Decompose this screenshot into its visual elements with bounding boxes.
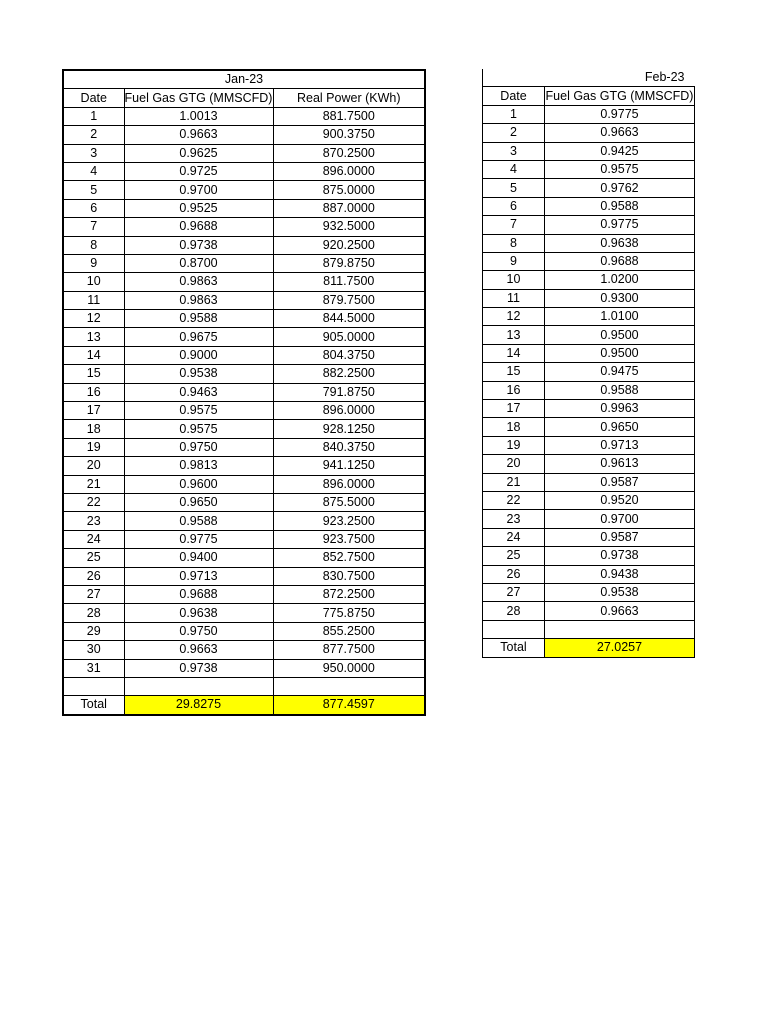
- real-power-cell: 928.1250: [273, 420, 425, 438]
- fuel-gas-cell: 0.9688: [124, 585, 273, 603]
- date-cell: 10: [63, 273, 124, 291]
- table-row: [483, 142, 695, 160]
- real-power-cell: 896.0000: [273, 475, 425, 493]
- fuel-gas-cell: 0.9863: [124, 273, 273, 291]
- real-power-cell: 932.5000: [273, 218, 425, 236]
- date-cell: 17: [483, 400, 545, 418]
- date-cell: 9: [483, 252, 545, 270]
- date-cell: 3: [63, 144, 124, 162]
- real-power-cell: 840.3750: [273, 438, 425, 456]
- total-row: [63, 696, 425, 715]
- fuel-gas-cell: 0.9638: [124, 604, 273, 622]
- table-row: [63, 310, 425, 328]
- date-cell: 6: [483, 197, 545, 215]
- table-row: [483, 271, 695, 289]
- real-power-cell: 811.7500: [273, 273, 425, 291]
- fuel-gas-cell: 0.9738: [124, 236, 273, 254]
- table-row: [63, 659, 425, 677]
- fuel-gas-cell: 1.0013: [124, 107, 273, 125]
- date-cell: 21: [63, 475, 124, 493]
- fuel-gas-cell: 0.9638: [545, 234, 695, 252]
- date-cell: 16: [63, 383, 124, 401]
- table-row: [483, 602, 695, 620]
- date-cell: 22: [483, 491, 545, 509]
- real-power-cell: 875.5000: [273, 493, 425, 511]
- table-row: [63, 107, 425, 125]
- total-real-power: 877.4597: [273, 696, 425, 715]
- table-row: [483, 179, 695, 197]
- table-row: [483, 510, 695, 528]
- date-cell: 26: [483, 565, 545, 583]
- date-cell: 24: [483, 528, 545, 546]
- date-cell: 11: [483, 289, 545, 307]
- table-row: [483, 491, 695, 509]
- real-power-cell: 830.7500: [273, 567, 425, 585]
- table-row: [63, 457, 425, 475]
- table-row: [63, 585, 425, 603]
- table-row: [483, 418, 695, 436]
- table-row: [63, 420, 425, 438]
- table-row: [483, 160, 695, 178]
- table-row: [63, 383, 425, 401]
- date-cell: 18: [63, 420, 124, 438]
- fuel-gas-cell: 0.9613: [545, 455, 695, 473]
- real-power-cell: 900.3750: [273, 126, 425, 144]
- table-row: [483, 252, 695, 270]
- fuel-gas-cell: 0.9525: [124, 199, 273, 217]
- jan-header-power: Real Power (KWh): [273, 89, 425, 107]
- table-row: [63, 291, 425, 309]
- table-row: [63, 641, 425, 659]
- table-row: [63, 126, 425, 144]
- table-row: [63, 604, 425, 622]
- fuel-gas-cell: 0.9538: [124, 365, 273, 383]
- fuel-gas-cell: 0.9750: [124, 438, 273, 456]
- date-cell: 13: [483, 326, 545, 344]
- date-cell: 23: [63, 512, 124, 530]
- date-cell: 14: [483, 344, 545, 362]
- date-cell: 21: [483, 473, 545, 491]
- feb-header-fuel: Fuel Gas GTG (MMSCFD): [545, 87, 695, 105]
- table-row: [483, 289, 695, 307]
- date-cell: 25: [63, 549, 124, 567]
- table-row: [63, 236, 425, 254]
- fuel-gas-cell: 0.9425: [545, 142, 695, 160]
- table-row: [63, 475, 425, 493]
- date-cell: 18: [483, 418, 545, 436]
- table-row: [483, 528, 695, 546]
- fuel-gas-cell: 0.9587: [545, 528, 695, 546]
- real-power-cell: 887.0000: [273, 199, 425, 217]
- table-row: [483, 381, 695, 399]
- table-row: [483, 308, 695, 326]
- date-cell: 7: [483, 216, 545, 234]
- fuel-gas-cell: 0.9500: [545, 344, 695, 362]
- table-row: [63, 181, 425, 199]
- table-row: [483, 547, 695, 565]
- total-fuel-gas: 29.8275: [124, 696, 273, 715]
- real-power-cell: 879.8750: [273, 254, 425, 272]
- fuel-gas-cell: 1.0200: [545, 271, 695, 289]
- date-cell: 17: [63, 402, 124, 420]
- fuel-gas-cell: 0.9600: [124, 475, 273, 493]
- fuel-gas-cell: 0.9650: [545, 418, 695, 436]
- fuel-gas-cell: 0.9700: [124, 181, 273, 199]
- table-row: [483, 216, 695, 234]
- fuel-gas-cell: 0.9700: [545, 510, 695, 528]
- date-cell: 19: [63, 438, 124, 456]
- table-row: [63, 144, 425, 162]
- total-fuel-gas: 27.0257: [545, 639, 695, 657]
- real-power-cell: 855.2500: [273, 622, 425, 640]
- date-cell: 4: [63, 162, 124, 180]
- date-cell: 31: [63, 659, 124, 677]
- fuel-gas-cell: 0.8700: [124, 254, 273, 272]
- table-row: [483, 400, 695, 418]
- feb-23-table: [482, 69, 695, 658]
- jan-23-table: [62, 69, 426, 716]
- date-cell: 25: [483, 547, 545, 565]
- blank-row: [483, 620, 695, 638]
- date-cell: 28: [483, 602, 545, 620]
- date-cell: 20: [63, 457, 124, 475]
- real-power-cell: 852.7500: [273, 549, 425, 567]
- table-row: [63, 346, 425, 364]
- real-power-cell: 791.8750: [273, 383, 425, 401]
- table-row: [63, 254, 425, 272]
- total-label: Total: [63, 696, 124, 715]
- fuel-gas-cell: 0.9538: [545, 583, 695, 601]
- table-row: [63, 530, 425, 548]
- real-power-cell: 870.2500: [273, 144, 425, 162]
- real-power-cell: 923.2500: [273, 512, 425, 530]
- fuel-gas-cell: 0.9688: [545, 252, 695, 270]
- date-cell: 12: [483, 308, 545, 326]
- fuel-gas-cell: 0.9520: [545, 491, 695, 509]
- fuel-gas-cell: 0.9813: [124, 457, 273, 475]
- date-cell: 15: [63, 365, 124, 383]
- table-row: [63, 273, 425, 291]
- table-row: [63, 512, 425, 530]
- fuel-gas-cell: 0.9588: [545, 381, 695, 399]
- date-cell: 4: [483, 160, 545, 178]
- real-power-cell: 941.1250: [273, 457, 425, 475]
- fuel-gas-cell: 0.9713: [124, 567, 273, 585]
- real-power-cell: 879.7500: [273, 291, 425, 309]
- table-row: [63, 328, 425, 346]
- fuel-gas-cell: 0.9650: [124, 493, 273, 511]
- date-cell: 10: [483, 271, 545, 289]
- fuel-gas-cell: 0.9663: [545, 124, 695, 142]
- real-power-cell: 844.5000: [273, 310, 425, 328]
- real-power-cell: 896.0000: [273, 162, 425, 180]
- real-power-cell: 882.2500: [273, 365, 425, 383]
- real-power-cell: 872.2500: [273, 585, 425, 603]
- date-cell: 19: [483, 436, 545, 454]
- table-row: [483, 455, 695, 473]
- feb-header-row: [483, 87, 695, 105]
- fuel-gas-cell: 0.9750: [124, 622, 273, 640]
- table-row: [63, 162, 425, 180]
- real-power-cell: 881.7500: [273, 107, 425, 125]
- fuel-gas-cell: 0.9300: [545, 289, 695, 307]
- total-label: Total: [483, 639, 545, 657]
- fuel-gas-cell: 0.9762: [545, 179, 695, 197]
- fuel-gas-cell: 0.9775: [545, 216, 695, 234]
- fuel-gas-cell: 0.9688: [124, 218, 273, 236]
- table-row: [483, 234, 695, 252]
- jan-header-row: [63, 89, 425, 107]
- date-cell: 11: [63, 291, 124, 309]
- fuel-gas-cell: 0.9400: [124, 549, 273, 567]
- date-cell: 1: [63, 107, 124, 125]
- date-cell: 28: [63, 604, 124, 622]
- table-row: [483, 583, 695, 601]
- real-power-cell: 896.0000: [273, 402, 425, 420]
- fuel-gas-cell: 0.9775: [545, 105, 695, 123]
- fuel-gas-cell: 0.9438: [545, 565, 695, 583]
- real-power-cell: 923.7500: [273, 530, 425, 548]
- date-cell: 15: [483, 363, 545, 381]
- table-row: [483, 436, 695, 454]
- fuel-gas-cell: 1.0100: [545, 308, 695, 326]
- fuel-gas-cell: 0.9675: [124, 328, 273, 346]
- real-power-cell: 920.2500: [273, 236, 425, 254]
- table-row: [483, 197, 695, 215]
- feb-table-title: Feb-23: [644, 70, 685, 85]
- date-cell: 14: [63, 346, 124, 364]
- fuel-gas-cell: 0.9587: [545, 473, 695, 491]
- table-row: [63, 622, 425, 640]
- date-cell: 6: [63, 199, 124, 217]
- fuel-gas-cell: 0.9575: [124, 420, 273, 438]
- table-row: [483, 105, 695, 123]
- date-cell: 26: [63, 567, 124, 585]
- date-cell: 12: [63, 310, 124, 328]
- fuel-gas-cell: 0.9588: [545, 197, 695, 215]
- table-row: [483, 124, 695, 142]
- jan-header-fuel: Fuel Gas GTG (MMSCFD): [124, 89, 273, 107]
- fuel-gas-cell: 0.9575: [124, 402, 273, 420]
- fuel-gas-cell: 0.9738: [545, 547, 695, 565]
- date-cell: 8: [483, 234, 545, 252]
- date-cell: 20: [483, 455, 545, 473]
- table-row: [483, 363, 695, 381]
- date-cell: 5: [63, 181, 124, 199]
- fuel-gas-cell: 0.9625: [124, 144, 273, 162]
- real-power-cell: 950.0000: [273, 659, 425, 677]
- date-cell: 1: [483, 105, 545, 123]
- fuel-gas-cell: 0.9000: [124, 346, 273, 364]
- fuel-gas-cell: 0.9663: [124, 126, 273, 144]
- table-row: [63, 567, 425, 585]
- table-row: [63, 549, 425, 567]
- fuel-gas-cell: 0.9500: [545, 326, 695, 344]
- date-cell: 5: [483, 179, 545, 197]
- fuel-gas-cell: 0.9963: [545, 400, 695, 418]
- jan-title-row: [63, 70, 425, 89]
- fuel-gas-cell: 0.9738: [124, 659, 273, 677]
- real-power-cell: 775.8750: [273, 604, 425, 622]
- fuel-gas-cell: 0.9663: [124, 641, 273, 659]
- fuel-gas-cell: 0.9463: [124, 383, 273, 401]
- date-cell: 13: [63, 328, 124, 346]
- table-row: [63, 493, 425, 511]
- fuel-gas-cell: 0.9863: [124, 291, 273, 309]
- date-cell: 8: [63, 236, 124, 254]
- table-row: [63, 365, 425, 383]
- table-row: [483, 344, 695, 362]
- date-cell: 29: [63, 622, 124, 640]
- real-power-cell: 905.0000: [273, 328, 425, 346]
- fuel-gas-cell: 0.9575: [545, 160, 695, 178]
- jan-header-date: Date: [63, 89, 124, 107]
- fuel-gas-cell: 0.9588: [124, 310, 273, 328]
- date-cell: 23: [483, 510, 545, 528]
- fuel-gas-cell: 0.9475: [545, 363, 695, 381]
- jan-table-title: Jan-23: [63, 70, 425, 89]
- fuel-gas-cell: 0.9713: [545, 436, 695, 454]
- date-cell: 7: [63, 218, 124, 236]
- date-cell: 2: [483, 124, 545, 142]
- date-cell: 16: [483, 381, 545, 399]
- real-power-cell: 804.3750: [273, 346, 425, 364]
- date-cell: 9: [63, 254, 124, 272]
- fuel-gas-cell: 0.9663: [545, 602, 695, 620]
- table-row: [483, 565, 695, 583]
- date-cell: 22: [63, 493, 124, 511]
- feb-title-row: [483, 69, 695, 87]
- fuel-gas-cell: 0.9775: [124, 530, 273, 548]
- table-row: [63, 402, 425, 420]
- feb-header-date: Date: [483, 87, 545, 105]
- total-row: [483, 639, 695, 657]
- table-row: [63, 218, 425, 236]
- real-power-cell: 877.7500: [273, 641, 425, 659]
- date-cell: 27: [63, 585, 124, 603]
- date-cell: 2: [63, 126, 124, 144]
- date-cell: 30: [63, 641, 124, 659]
- table-row: [63, 438, 425, 456]
- real-power-cell: 875.0000: [273, 181, 425, 199]
- fuel-gas-cell: 0.9725: [124, 162, 273, 180]
- date-cell: 27: [483, 583, 545, 601]
- table-row: [483, 326, 695, 344]
- table-row: [483, 473, 695, 491]
- fuel-gas-cell: 0.9588: [124, 512, 273, 530]
- date-cell: 3: [483, 142, 545, 160]
- table-row: [63, 199, 425, 217]
- blank-row: [63, 677, 425, 695]
- date-cell: 24: [63, 530, 124, 548]
